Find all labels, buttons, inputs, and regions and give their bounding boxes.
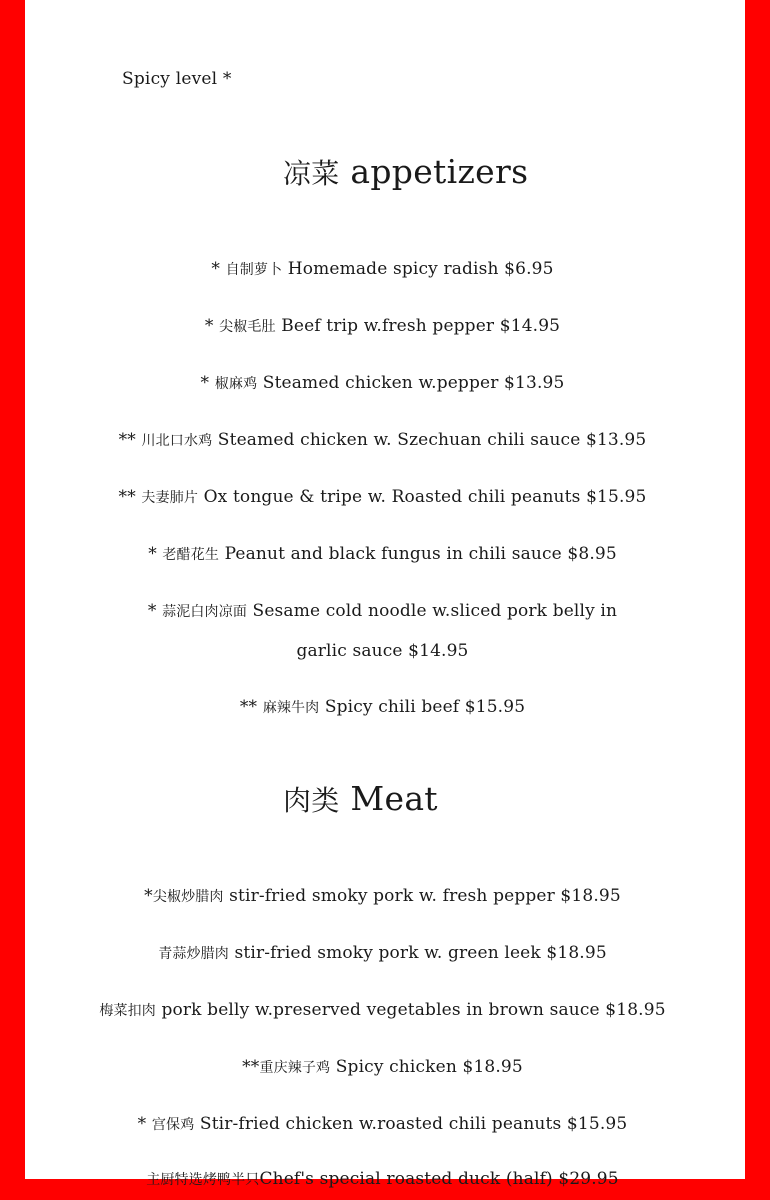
section-title-meat: [283, 779, 438, 819]
menu-item: ** 川北口水鸡 Steamed chicken w. Szechuan chili sauce $13.95: [118, 430, 647, 450]
menu-item: 青蒜炒腊肉 stir-fried smoky pork w. green leek $18.95: [158, 943, 607, 963]
menu-item: * 老醋花生 Peanut and black fungus in chili sauce $8.95: [148, 544, 617, 564]
menu-item: 主厨特选烤鸭半只Chef's special roasted duck (half) $29.95: [146, 1169, 619, 1189]
menu-item: **重庆辣子鸡 Spicy chicken $18.95: [242, 1057, 523, 1077]
menu-item: * 椒麻鸡 Steamed chicken w.pepper $13.95: [200, 373, 565, 393]
menu-page: [25, 0, 745, 1189]
section-title-zh: 凉菜: [283, 157, 340, 190]
section-title-en: appetizers: [350, 152, 529, 191]
menu-item: ** 夫妻肺片 Ox tongue & tripe w. Roasted chili peanuts $15.95: [118, 487, 647, 507]
menu-item: *尖椒炒腊肉 stir-fried smoky pork w. fresh pepper $18.95: [144, 886, 621, 906]
menu-item: * 蒜泥白肉凉面 Sesame cold noodle w.sliced pork belly in garlic sauce $14.95: [147, 601, 618, 661]
section-title-en: Meat: [350, 779, 438, 818]
section-title-zh: 肉类: [283, 784, 340, 817]
menu-item: * 宫保鸡 Stir-fried chicken w.roasted chili peanuts $15.95: [137, 1114, 628, 1134]
section-title-appetizers: [283, 152, 528, 192]
spicy-level-label: Spicy level *: [122, 69, 232, 89]
menu-item: ** 麻辣牛肉 Spicy chili beef $15.95: [239, 697, 526, 717]
menu-item: * 尖椒毛肚 Beef trip w.fresh pepper $14.95: [204, 316, 561, 336]
menu-item: * 自制萝卜 Homemade spicy radish $6.95: [211, 259, 554, 279]
menu-item: 梅菜扣肉 pork belly w.preserved vegetables in brown sauce $18.95: [99, 1000, 666, 1020]
